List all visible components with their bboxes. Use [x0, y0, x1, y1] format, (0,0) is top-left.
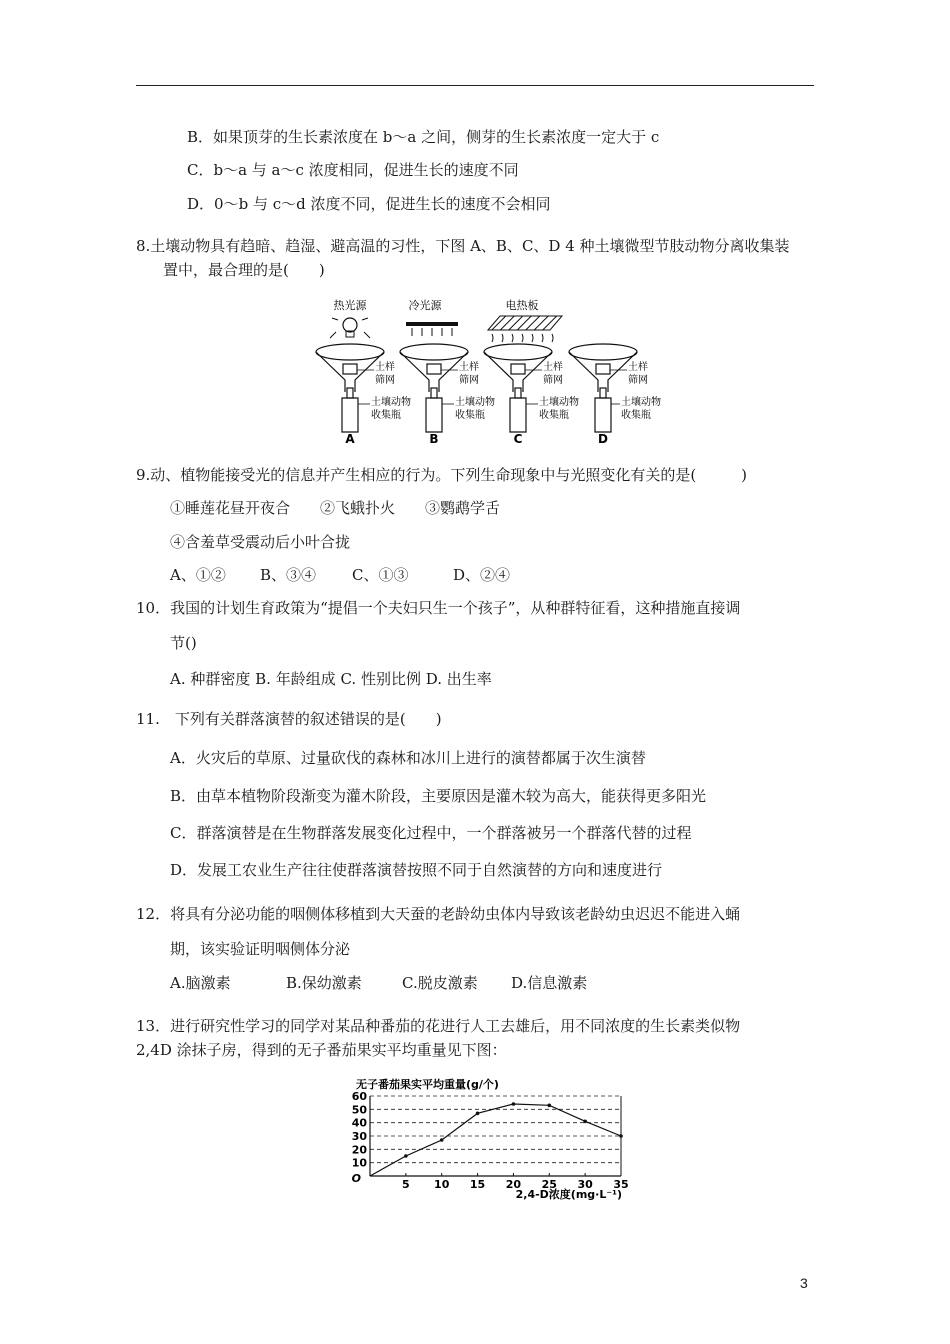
label-cold-light: 冷光源	[408, 299, 442, 312]
q10-stem-line2: 节()	[170, 634, 197, 652]
q13-line-chart	[340, 1076, 640, 1204]
q9-option-c: C、①③	[352, 566, 409, 584]
hot-plate-icon	[488, 316, 562, 342]
y-tick-label: 10	[351, 1156, 367, 1170]
q12-stem-line2: 期，该实验证明咽侧体分泌	[170, 940, 351, 958]
label-soil-animal: 土壤动物	[371, 397, 411, 408]
q11-stem: 11. 下列有关群落演替的叙述错误的是( )	[136, 710, 442, 728]
series-line	[370, 1104, 621, 1176]
label-soil-sample: 土样	[543, 362, 563, 373]
label-soil-animal: 土壤动物	[455, 397, 495, 408]
q10-options: A. 种群密度 B. 年龄组成 C. 性别比例 D. 出生率	[170, 670, 492, 688]
q7-option-b: B．如果顶芽的生长素浓度在 b～a 之间，侧芽的生长素浓度一定大于 c	[187, 128, 660, 146]
label-soil-sample: 土样	[628, 362, 648, 373]
q12-option-c: C.脱皮激素	[402, 974, 478, 992]
label-sieve: 筛网	[628, 375, 648, 386]
device-label-a: A	[345, 432, 355, 446]
q9-option-a: A、①②	[170, 566, 226, 584]
y-tick-label: 30	[351, 1130, 367, 1143]
q12-option-b: B.保幼激素	[286, 974, 362, 992]
label-sieve: 筛网	[375, 375, 395, 386]
x-tick-label: 20	[505, 1178, 522, 1191]
page-number: 3	[800, 1275, 808, 1291]
x-tick-label: 5	[402, 1178, 410, 1191]
label-hot-light: 热光源	[333, 299, 367, 312]
y-tick-label: 60	[351, 1090, 367, 1103]
label-soil-sample: 土样	[459, 362, 479, 373]
label-hot-plate: 电热板	[505, 299, 539, 312]
q9-items-line2: ④含羞草受震动后小叶合拢	[170, 533, 351, 551]
header-rule	[136, 85, 814, 86]
q11-option-c: C．群落演替是在生物群落发展变化过程中，一个群落被另一个群落代替的过程	[170, 824, 692, 842]
data-point	[583, 1120, 587, 1124]
y-tick-label: 20	[351, 1143, 367, 1157]
x-tick-label: 30	[577, 1178, 593, 1191]
bulb-icon	[330, 318, 370, 338]
q9-items-line1: ①睡莲花昼开夜合 ②飞蛾扑火 ③鹦鹉学舌	[170, 499, 501, 517]
q12-stem-line1: 12．将具有分泌功能的咽侧体移植到大天蚕的老龄幼虫体内导致该老龄幼虫迟迟不能进入蛹	[136, 905, 741, 923]
label-bottle: 收集瓶	[371, 410, 401, 421]
chart-title: 无子番茄果实平均重量(g/个)	[356, 1078, 499, 1091]
data-point	[404, 1154, 408, 1158]
q7-option-d: D．0～b 与 c～d 浓度不同，促进生长的速度不会相同	[187, 195, 551, 213]
data-point	[440, 1138, 444, 1142]
label-soil-sample: 土样	[375, 362, 395, 373]
q11-option-b: B．由草本植物阶段渐变为灌木阶段，主要原因是灌木较为高大，能获得更多阳光	[170, 787, 707, 805]
y-tick-label: 50	[351, 1103, 367, 1117]
x-axis-label: 2,4-D浓度(mg·L⁻¹)	[515, 1188, 622, 1201]
device-label-d: D	[598, 432, 608, 446]
data-point	[512, 1102, 516, 1106]
cold-light-icon	[406, 322, 458, 336]
data-point	[547, 1104, 551, 1108]
q10-stem-line1: 10．我国的计划生育政策为“提倡一个夫妇只生一个孩子”，从种群特征看，这种措施直接调	[136, 599, 741, 617]
q11-option-a: A．火灾后的草原、过量砍伐的森林和冰川上进行的演替都属于次生演替	[170, 749, 646, 767]
q8-stem-line2: 置中，最合理的是( )	[163, 261, 325, 279]
label-sieve: 筛网	[543, 375, 563, 386]
q11-option-d: D．发展工农业生产往往使群落演替按照不同于自然演替的方向和速度进行	[170, 861, 663, 879]
data-point	[619, 1134, 623, 1138]
q9-option-d: D、②④	[453, 566, 511, 584]
q9-option-b: B、③④	[260, 566, 317, 584]
q8-apparatus-figure	[300, 292, 680, 447]
q7-option-c: C．b～a 与 a～c 浓度相同，促进生长的速度不同	[187, 161, 519, 179]
q12-option-a: A.脑激素	[170, 974, 231, 992]
x-tick-label: 10	[434, 1178, 450, 1191]
device-label-c: C	[513, 432, 523, 446]
q12-option-d: D.信息激素	[511, 974, 588, 992]
q9-stem: 9.动、植物能接受光的信息并产生相应的行为。下列生命现象中与光照变化有关的是( )	[136, 466, 748, 484]
x-tick-label: 15	[469, 1178, 486, 1191]
data-point	[476, 1112, 480, 1116]
label-soil-animal: 土壤动物	[621, 397, 661, 408]
q8-stem-line1: 8.土壤动物具有趋暗、趋湿、避高温的习性，下图 A、B、C、D 4 种土壤微型节肢动物分离收集装	[136, 237, 790, 255]
origin-label: O	[351, 1172, 361, 1185]
q13-stem-line2: 2,4D 涂抹子房，得到的无子番茄果实平均重量见下图：	[136, 1041, 507, 1059]
label-bottle: 收集瓶	[621, 410, 651, 421]
x-tick-label: 25	[541, 1178, 557, 1191]
label-bottle: 收集瓶	[539, 410, 569, 421]
label-soil-animal: 土壤动物	[539, 397, 579, 408]
label-bottle: 收集瓶	[455, 410, 485, 421]
device-label-b: B	[429, 432, 439, 446]
x-tick-label: 35	[613, 1178, 629, 1191]
q13-stem-line1: 13．进行研究性学习的同学对某品种番茄的花进行人工去雄后，用不同浓度的生长素类似物	[136, 1017, 741, 1035]
y-tick-label: 40	[351, 1116, 367, 1130]
label-sieve: 筛网	[459, 375, 479, 386]
